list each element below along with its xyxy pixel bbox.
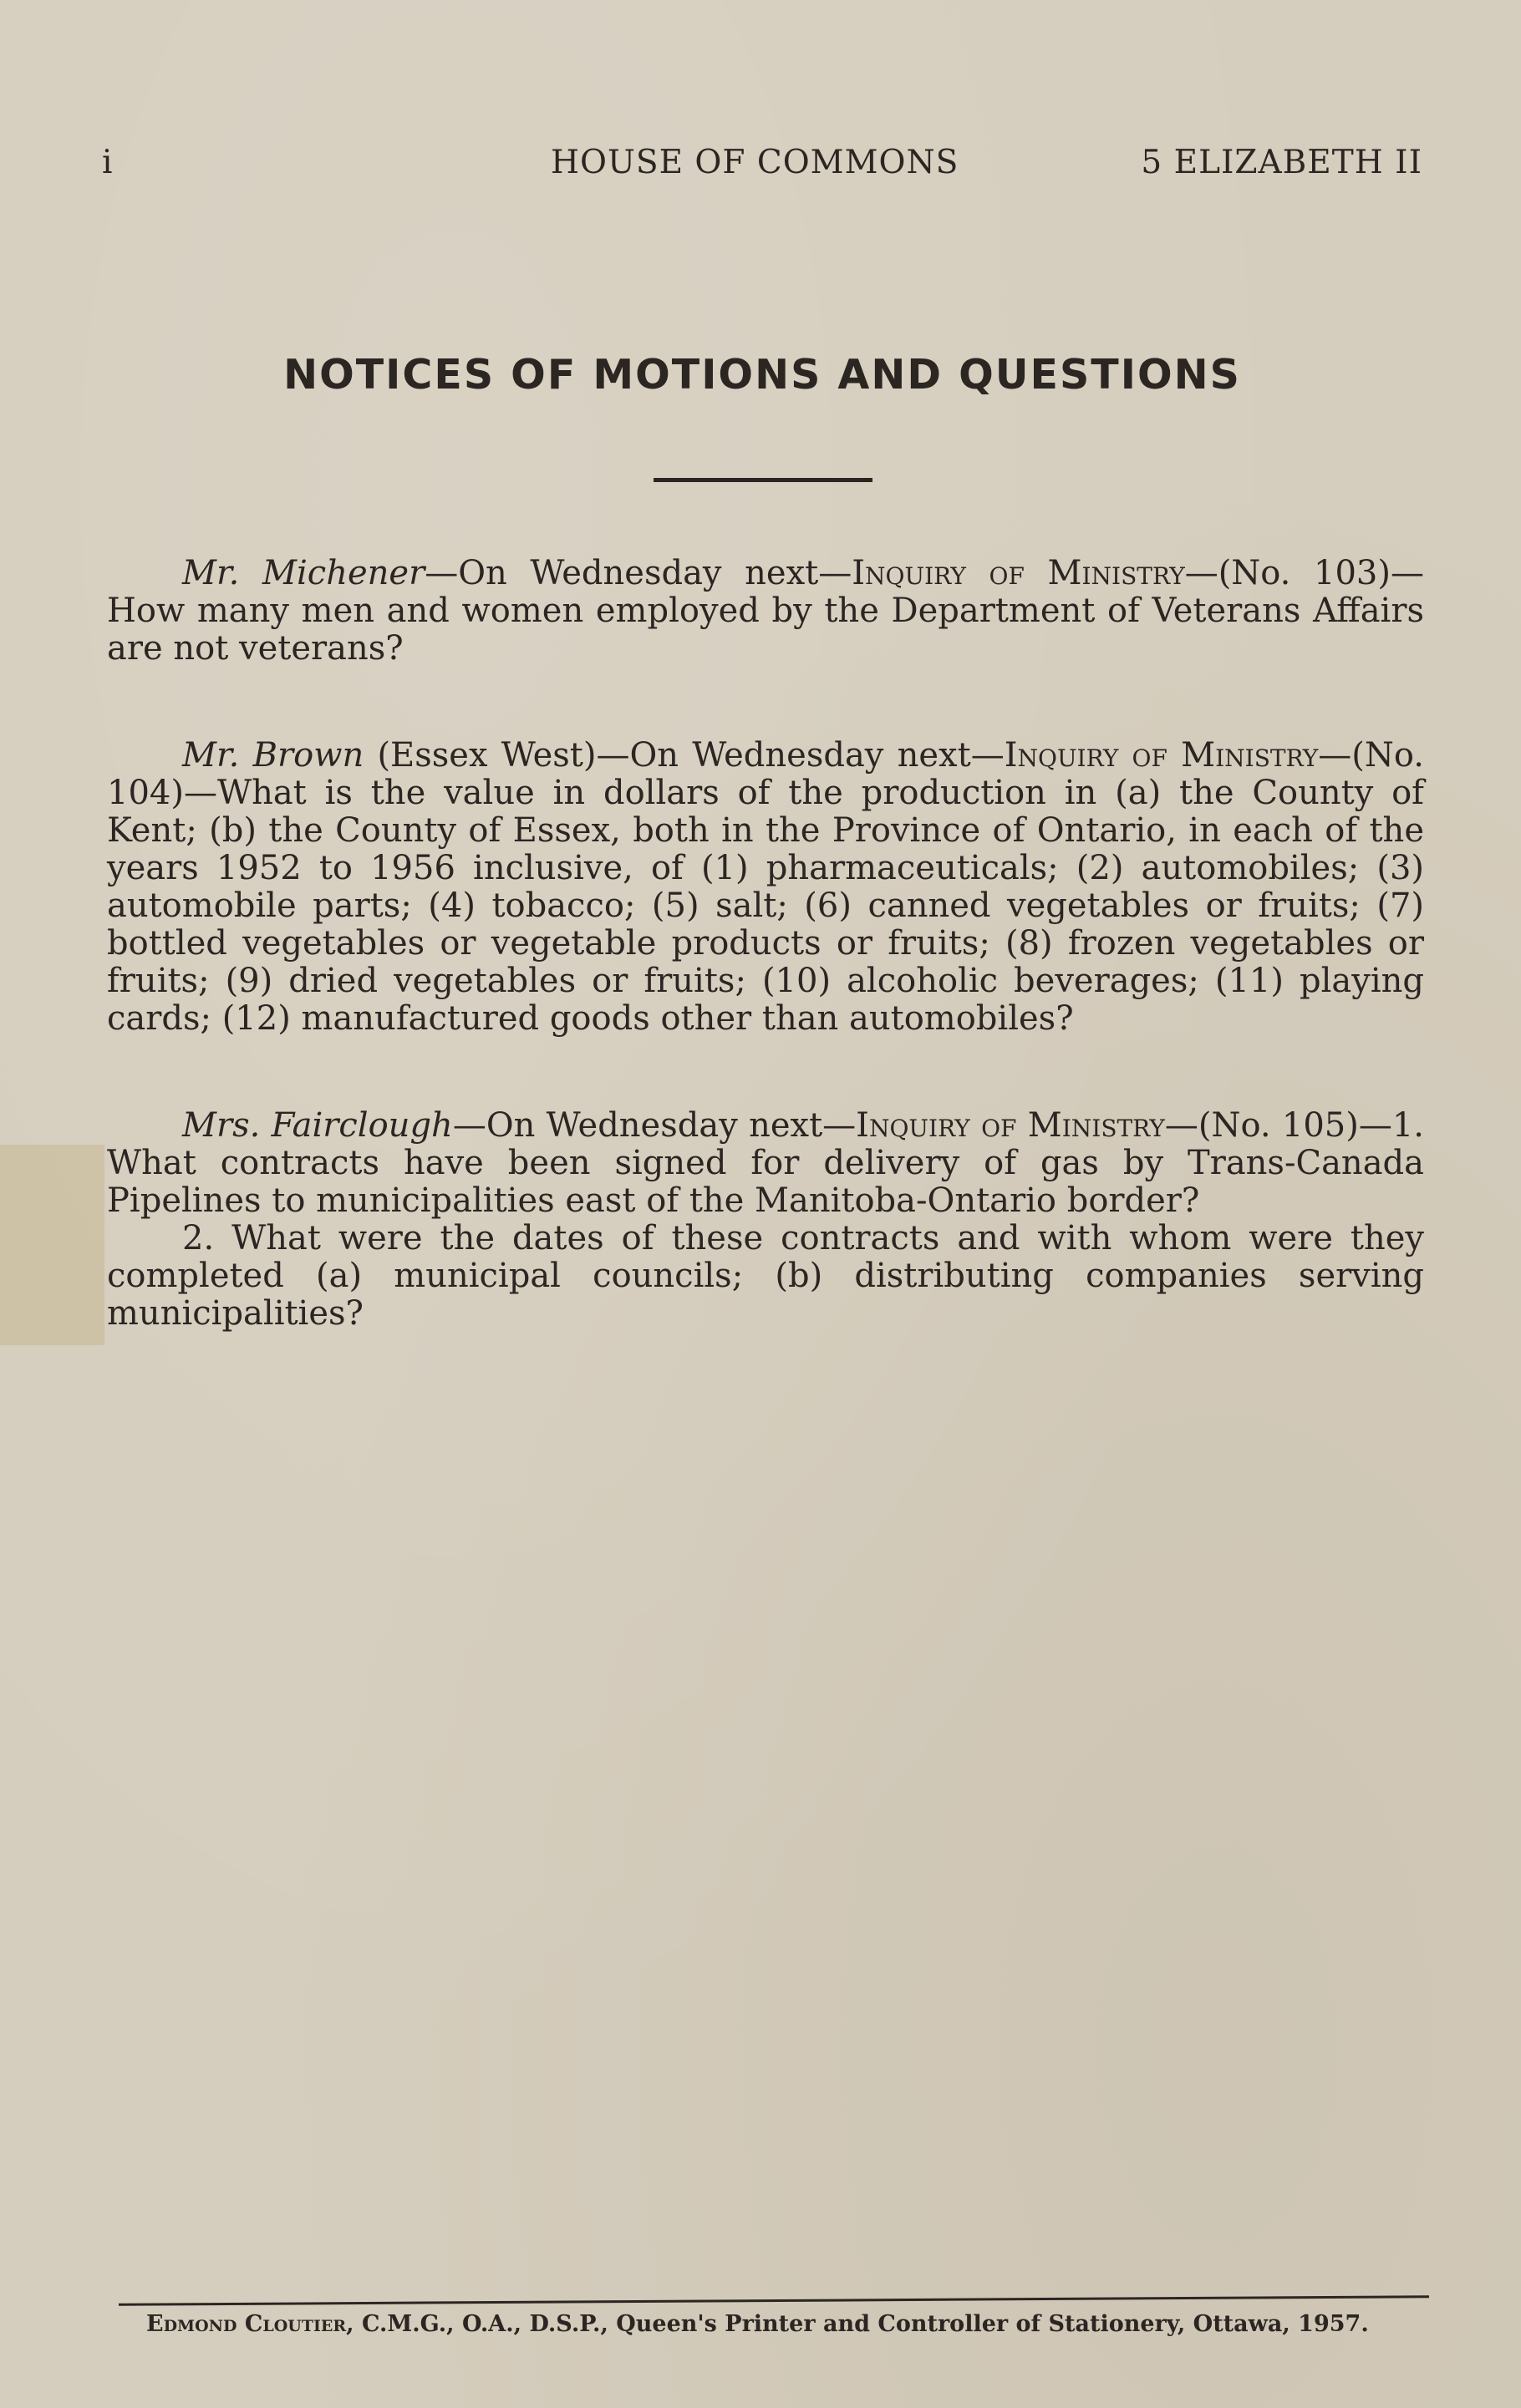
question-103 [107,555,1424,668]
printer-imprint [146,2311,1417,2337]
question-type: Inquiry of Ministry [1004,736,1319,775]
question-paragraph [107,555,1424,668]
question-paragraph-2: 2. What were the dates of these contracts and with whom were they completed (a) municipal councils; (b) distributing companies serving municipalities? [107,1219,1424,1333]
question-text: —(No. 103)—How many men and women employed by the Department of Veterans Affairs are not veterans? [107,554,1424,668]
question-text: —(No. 105)—1. What contracts have been signed for delivery of gas by Trans-Canada Pipelines to municipalities east of the Manitoba-Ontario border? [107,1106,1424,1220]
printer-details: , C.M.G., O.A., D.S.P., Queen's Printer and Controller of Stationery, Ottawa, 1957. [346,2311,1369,2337]
question-type: Inquiry of Ministry [856,1106,1165,1145]
header-house: HOUSE OF COMMONS [551,144,959,181]
title-rule [654,478,872,482]
page-title: NOTICES OF MOTIONS AND QUESTIONS [283,351,1241,399]
footer-rule [119,2295,1429,2306]
question-type: Inquiry of Ministry [852,554,1185,592]
question-day: —On Wednesday next— [452,1106,857,1145]
running-header [102,144,1422,185]
header-regnal-year: 5 ELIZABETH II [1141,144,1422,181]
question-text: —(No. 104)—What is the value in dollars of the production in (a) the County of Kent; (b) the County of Essex, both in the Province of Ontario, in each of the years 1952 to 1956 inclusive, of (1) pharmaceuticals; (2) automobiles; (3) automobile parts; (4) tobacco; (5) salt; (6) canned vegetables or fruits; (7) bottled vegetables or vegetable products or fruits; (8) frozen vegetables or fruits; (9) dried vegetables or fruits; (10) alcoholic beverages; (11) playing cards; (12) manufactured goods other than automobiles? [107,736,1424,1038]
member-riding: (Essex West) [364,736,597,775]
question-paragraph [107,1107,1424,1220]
paper-stain [0,1145,104,1345]
question-day: —On Wednesday next— [596,736,1005,775]
question-104 [107,737,1424,1038]
member-name: Mrs. Fairclough [182,1106,453,1145]
question-105 [107,1107,1424,1333]
question-day: —On Wednesday next— [425,554,852,592]
question-paragraph [107,737,1424,1038]
member-name: Mr. Michener [182,554,425,592]
member-name: Mr. Brown [182,736,364,775]
printer-name: Edmond Cloutier [146,2311,347,2337]
page-number: i [102,144,114,181]
